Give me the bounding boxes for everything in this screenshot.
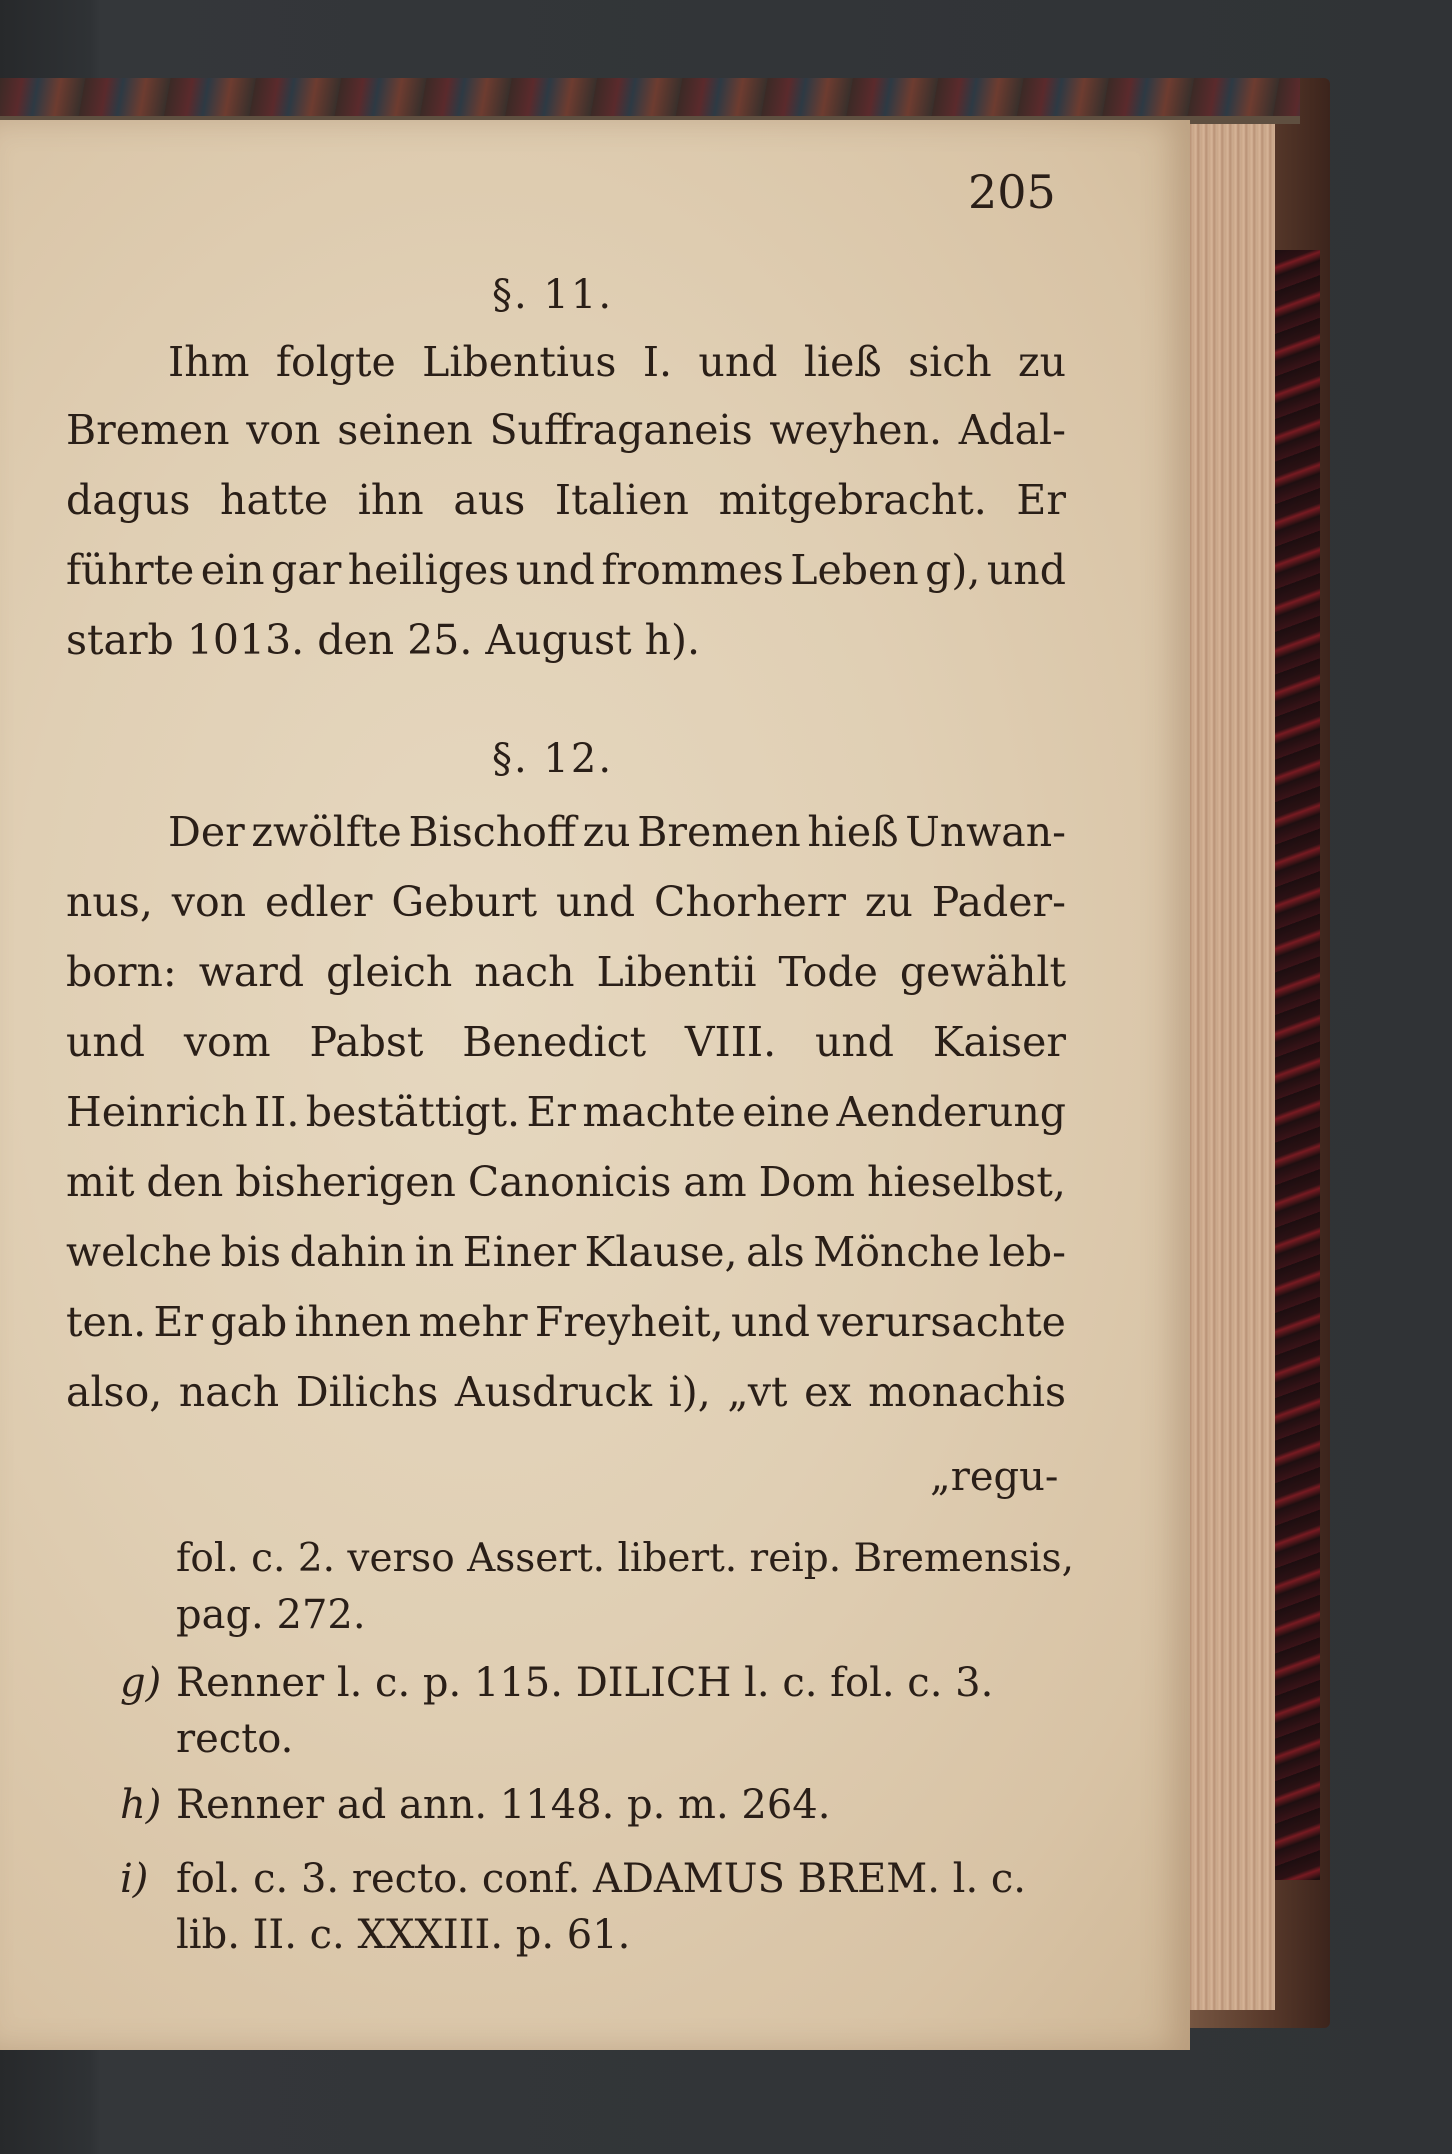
body-line: Heinrich II. bestättigt. Er machte eine Aenderung [66, 1088, 1066, 1136]
body-line: und vom Pabst Benedict VIII. und Kaiser [66, 1018, 1066, 1066]
footnote-mark-i: i) [120, 1856, 149, 1902]
marbled-cover-edge [1272, 250, 1320, 1880]
catchword: „regu- [930, 1454, 1059, 1500]
page-number: 205 [968, 165, 1056, 219]
footnote-line: fol. c. 2. verso Assert. libert. reip. Bremensis, [176, 1536, 1074, 1581]
body-line: ten. Er gab ihnen mehr Freyheit, und verursachte [66, 1298, 1066, 1346]
body-line: mit den bisherigen Canonicis am Dom hieselbst, [66, 1158, 1066, 1206]
section-heading-11: §. 11. [492, 272, 614, 318]
footnote-line: Renner l. c. p. 115. DILICH l. c. fol. c. 3. [176, 1660, 994, 1706]
footnote-line: Renner ad ann. 1148. p. m. 264. [176, 1782, 831, 1828]
body-line: Bremen von seinen Suffraganeis weyhen. Adal- [66, 406, 1066, 454]
page-stack-edge [1185, 100, 1275, 2010]
body-line: Der zwölfte Bischoff zu Bremen hieß Unwan- [168, 808, 1066, 856]
body-line: also, nach Dilichs Ausdruck i), „vt ex monachis [66, 1368, 1066, 1416]
footnote-line: pag. 272. [176, 1592, 366, 1638]
body-line: führte ein gar heiliges und frommes Leben g), und [66, 546, 1066, 594]
section-heading-12: §. 12. [492, 736, 614, 782]
body-line: Ihm folgte Libentius I. und ließ sich zu [168, 338, 1066, 386]
footnote-line: fol. c. 3. recto. conf. ADAMUS BREM. l. c. [176, 1856, 1027, 1902]
body-line: welche bis dahin in Einer Klause, als Mönche leb- [66, 1228, 1066, 1276]
body-line: born: ward gleich nach Libentii Tode gewählt [66, 948, 1066, 996]
footnote-line: recto. [176, 1716, 294, 1762]
footnote-line: lib. II. c. XXXIII. p. 61. [176, 1912, 631, 1958]
footnote-mark-g: g) [120, 1660, 162, 1706]
body-line: starb 1013. den 25. August h). [66, 616, 701, 664]
footnote-mark-h: h) [120, 1782, 162, 1828]
body-line: dagus hatte ihn aus Italien mitgebracht. Er [66, 476, 1066, 524]
body-line: nus, von edler Geburt und Chorherr zu Pader- [66, 878, 1066, 926]
